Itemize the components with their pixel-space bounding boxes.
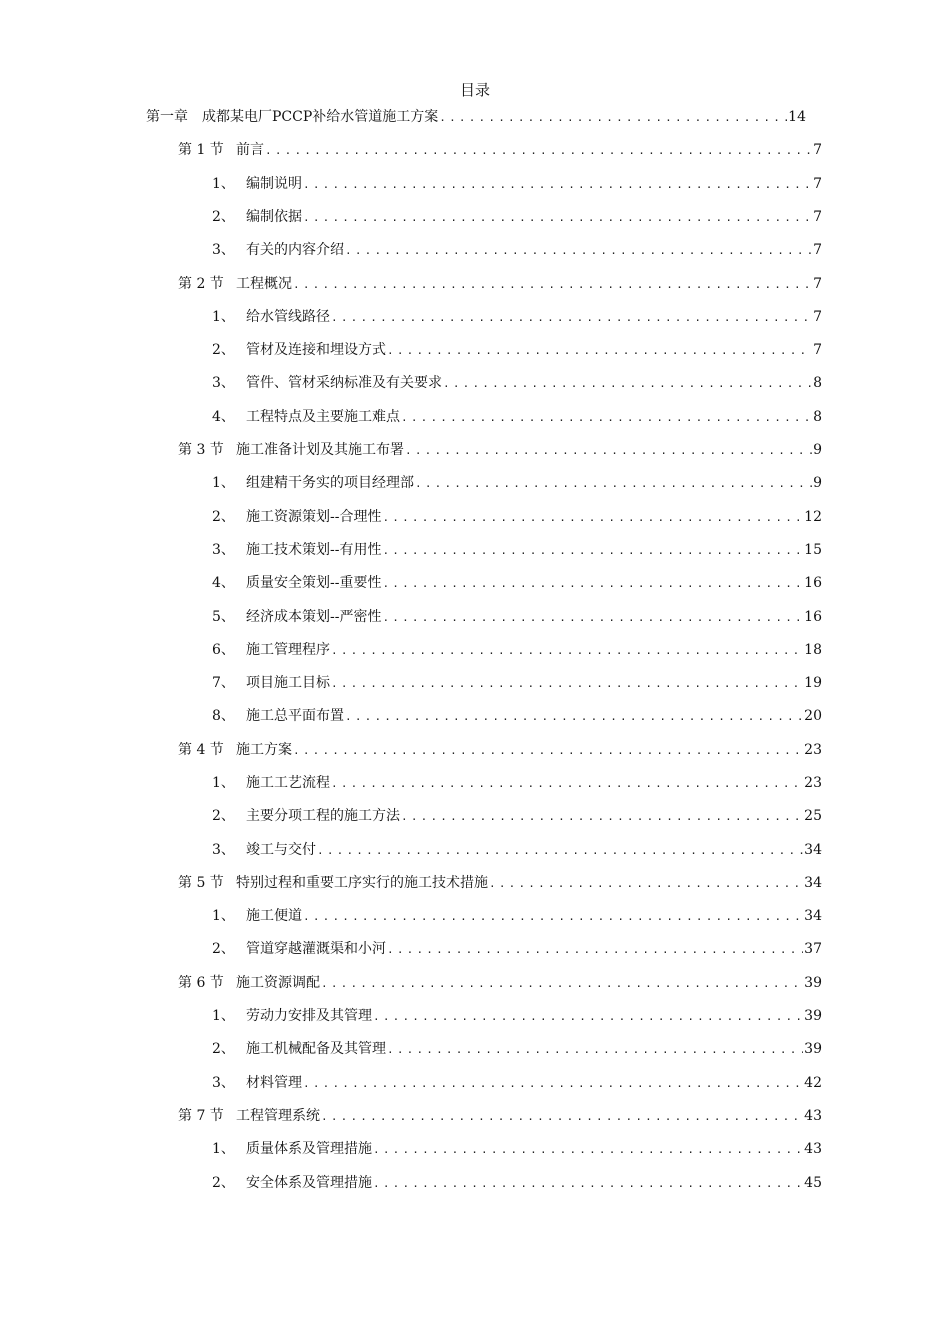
toc-entry-page: 39 — [804, 1041, 822, 1057]
toc-entry[interactable] — [212, 175, 822, 194]
toc-dot-leader — [382, 609, 803, 627]
toc-entry-label: 施工工艺流程 — [246, 775, 330, 791]
toc-entry[interactable] — [212, 907, 822, 926]
toc-entry-page: 7 — [813, 242, 822, 258]
toc-entry-page: 9 — [813, 442, 822, 458]
toc-entry-label: 施工准备计划及其施工布署 — [236, 442, 404, 458]
toc-entry-page: 23 — [804, 742, 822, 758]
toc-entry[interactable] — [212, 608, 822, 627]
toc-entry[interactable] — [178, 741, 822, 760]
toc-dot-leader — [373, 1175, 803, 1193]
toc-entry-page: 8 — [813, 375, 822, 391]
toc-dot-leader — [405, 442, 812, 460]
toc-entry-number: 4、 — [212, 575, 235, 591]
toc-entry-number: 1、 — [212, 908, 235, 924]
toc-entry[interactable] — [212, 474, 822, 493]
toc-entry-page: 43 — [804, 1108, 822, 1124]
toc-entry-label: 施工技术策划--有用性 — [246, 542, 382, 558]
toc-entry[interactable] — [212, 940, 822, 959]
toc-entry[interactable] — [212, 308, 822, 327]
toc-entry-number: 第 7 节 — [178, 1108, 224, 1124]
toc-entry[interactable] — [212, 541, 822, 560]
toc-entry[interactable] — [212, 1007, 822, 1026]
toc-entry-page: 14 — [788, 109, 806, 125]
toc-entry-label: 施工方案 — [236, 742, 292, 758]
toc-entry[interactable] — [212, 1140, 822, 1159]
toc-entry-number: 2、 — [212, 509, 235, 525]
toc-entry-number: 第一章 — [146, 109, 188, 125]
toc-entry-number: 5、 — [212, 609, 235, 625]
toc-entry[interactable] — [212, 508, 822, 527]
toc-entry-label: 管道穿越灌溉渠和小河 — [246, 941, 386, 957]
toc-entry-label: 施工资源调配 — [236, 975, 320, 991]
toc-dot-leader — [331, 642, 803, 660]
toc-entry-page: 34 — [804, 908, 822, 924]
toc-entry-number: 第 4 节 — [178, 742, 224, 758]
toc-dot-leader — [401, 409, 812, 427]
toc-entry-number: 2、 — [212, 808, 235, 824]
toc-entry[interactable] — [178, 441, 822, 460]
toc-entry-number: 3、 — [212, 242, 235, 258]
toc-dot-leader — [382, 575, 803, 593]
toc-entry-number: 1、 — [212, 475, 235, 491]
toc-entry-number: 第 1 节 — [178, 142, 224, 158]
toc-dot-leader — [489, 875, 803, 893]
toc-entry-label: 前言 — [236, 142, 264, 158]
toc-entry[interactable] — [178, 874, 822, 893]
toc-entry-label: 管件、管材采纳标准及有关要求 — [246, 375, 442, 391]
toc-entry[interactable] — [212, 641, 822, 660]
toc-dot-leader — [303, 1075, 803, 1093]
toc-entry-number: 第 3 节 — [178, 442, 224, 458]
toc-entry-label: 材料管理 — [246, 1075, 302, 1091]
toc-entry[interactable] — [212, 841, 822, 860]
toc-entry-label: 施工机械配备及其管理 — [246, 1041, 386, 1057]
toc-entry[interactable] — [212, 241, 822, 260]
toc-entry-label: 组建精干务实的项目经理部 — [246, 475, 414, 491]
toc-dot-leader — [331, 675, 803, 693]
toc-entry-page: 39 — [804, 975, 822, 991]
toc-entry-number: 1、 — [212, 1008, 235, 1024]
toc-entry-label: 竣工与交付 — [246, 842, 316, 858]
toc-entry-label: 施工管理程序 — [246, 642, 330, 658]
toc-entry-page: 43 — [804, 1141, 822, 1157]
toc-entry[interactable] — [212, 807, 822, 826]
toc-dot-leader — [387, 1041, 803, 1059]
toc-entry-page: 39 — [804, 1008, 822, 1024]
toc-entry[interactable] — [212, 1174, 822, 1193]
toc-entry[interactable] — [212, 374, 822, 393]
toc-entry-label: 施工总平面布置 — [246, 708, 344, 724]
toc-entry-label: 管材及连接和埋设方式 — [246, 342, 386, 358]
toc-entry-page: 7 — [813, 276, 822, 292]
toc-entry-page: 16 — [804, 609, 822, 625]
toc-entry[interactable] — [212, 1040, 822, 1059]
toc-entry-number: 第 6 节 — [178, 975, 224, 991]
toc-dot-leader — [373, 1008, 803, 1026]
toc-dot-leader — [345, 708, 803, 726]
toc-dot-leader — [303, 176, 812, 194]
toc-entry[interactable] — [212, 574, 822, 593]
toc-entry-number: 2、 — [212, 1175, 235, 1191]
toc-dot-leader — [321, 1108, 803, 1126]
toc-entry[interactable] — [212, 774, 822, 793]
toc-entry-label: 给水管线路径 — [246, 309, 330, 325]
toc-entry-number: 3、 — [212, 1075, 235, 1091]
toc-dot-leader — [303, 908, 803, 926]
toc-entry-number: 1、 — [212, 309, 235, 325]
toc-entry[interactable] — [178, 275, 822, 294]
toc-dot-leader — [317, 842, 803, 860]
toc-entry-label: 主要分项工程的施工方法 — [246, 808, 400, 824]
toc-dot-leader — [331, 309, 812, 327]
toc-entry-number: 第 2 节 — [178, 276, 224, 292]
toc-entry-page: 23 — [804, 775, 822, 791]
toc-entry-page: 7 — [813, 176, 822, 192]
toc-entry[interactable] — [212, 707, 822, 726]
toc-entry-label: 安全体系及管理措施 — [246, 1175, 372, 1191]
toc-dot-leader — [321, 975, 803, 993]
toc-entry-label: 经济成本策划--严密性 — [246, 609, 382, 625]
toc-dot-leader — [345, 242, 812, 260]
toc-dot-leader — [331, 775, 803, 793]
toc-entry-label: 有关的内容介绍 — [246, 242, 344, 258]
toc-dot-leader — [293, 276, 812, 294]
page-title: 目录 — [459, 81, 490, 99]
toc-dot-leader — [439, 109, 787, 127]
toc-entry[interactable] — [212, 208, 822, 227]
toc-entry-label: 工程概况 — [236, 276, 292, 292]
toc-entry-page: 42 — [804, 1075, 822, 1091]
toc-entry-label: 成都某电厂PCCP补给水管道施工方案 — [202, 109, 439, 125]
toc-entry-page: 9 — [813, 475, 822, 491]
toc-entry-label: 质量体系及管理措施 — [246, 1141, 372, 1157]
toc-entry-page: 19 — [804, 675, 822, 691]
toc-entry-label: 工程管理系统 — [236, 1108, 320, 1124]
toc-entry[interactable] — [178, 141, 822, 160]
toc-entry-page: 7 — [813, 209, 822, 225]
toc-entry-label: 质量安全策划--重要性 — [246, 575, 382, 591]
toc-entry-label: 编制依据 — [246, 209, 302, 225]
toc-entry-page: 34 — [804, 875, 822, 891]
toc-entry-number: 4、 — [212, 409, 235, 425]
toc-entry[interactable] — [212, 408, 822, 427]
toc-entry[interactable] — [146, 108, 806, 127]
toc-entry-page: 34 — [804, 842, 822, 858]
toc-entry-page: 20 — [804, 708, 822, 724]
toc-entry-page: 7 — [813, 342, 822, 358]
toc-entry-page: 8 — [813, 409, 822, 425]
toc-dot-leader — [401, 808, 803, 826]
toc-entry-number: 7、 — [212, 675, 235, 691]
toc-entry-number: 2、 — [212, 941, 235, 957]
toc-entry-number: 2、 — [212, 342, 235, 358]
toc-entry-page: 37 — [804, 941, 822, 957]
toc-entry-label: 特别过程和重要工序实行的施工技术措施 — [236, 875, 488, 891]
toc-entry-label: 劳动力安排及其管理 — [246, 1008, 372, 1024]
toc-entry-number: 1、 — [212, 176, 235, 192]
toc-entry-number: 2、 — [212, 1041, 235, 1057]
toc-dot-leader — [415, 475, 812, 493]
toc-dot-leader — [443, 375, 812, 393]
toc-entry-number: 1、 — [212, 775, 235, 791]
toc-entry-number: 2、 — [212, 209, 235, 225]
toc-entry-page: 12 — [804, 509, 822, 525]
toc-entry-page: 7 — [813, 309, 822, 325]
toc-entry-label: 编制说明 — [246, 176, 302, 192]
toc-entry[interactable] — [212, 674, 822, 693]
toc-entry[interactable] — [212, 1074, 822, 1093]
toc-entry-page: 45 — [804, 1175, 822, 1191]
toc-dot-leader — [387, 941, 803, 959]
toc-entry-page: 16 — [804, 575, 822, 591]
toc-dot-leader — [373, 1141, 803, 1159]
toc-dot-leader — [293, 742, 803, 760]
toc-entry-label: 施工便道 — [246, 908, 302, 924]
toc-entry-number: 3、 — [212, 375, 235, 391]
toc-entry-label: 项目施工目标 — [246, 675, 330, 691]
toc-entry-page: 25 — [804, 808, 822, 824]
toc-dot-leader — [382, 542, 803, 560]
toc-entry-number: 6、 — [212, 642, 235, 658]
toc-entry[interactable] — [178, 1107, 822, 1126]
toc-entry-page: 15 — [804, 542, 822, 558]
toc-entry-number: 3、 — [212, 542, 235, 558]
toc-entry-number: 1、 — [212, 1141, 235, 1157]
toc-dot-leader — [303, 209, 812, 227]
toc-entry[interactable] — [178, 974, 822, 993]
toc-dot-leader — [382, 509, 803, 527]
toc-entry-label: 施工资源策划--合理性 — [246, 509, 382, 525]
toc-entry[interactable] — [212, 341, 822, 360]
toc-entry-number: 第 5 节 — [178, 875, 224, 891]
toc-entry-number: 8、 — [212, 708, 235, 724]
toc-entry-page: 18 — [804, 642, 822, 658]
toc-entry-number: 3、 — [212, 842, 235, 858]
toc-dot-leader — [387, 342, 812, 360]
toc-entry-label: 工程特点及主要施工难点 — [246, 409, 400, 425]
toc-entry-page: 7 — [813, 142, 822, 158]
toc-dot-leader — [265, 142, 812, 160]
